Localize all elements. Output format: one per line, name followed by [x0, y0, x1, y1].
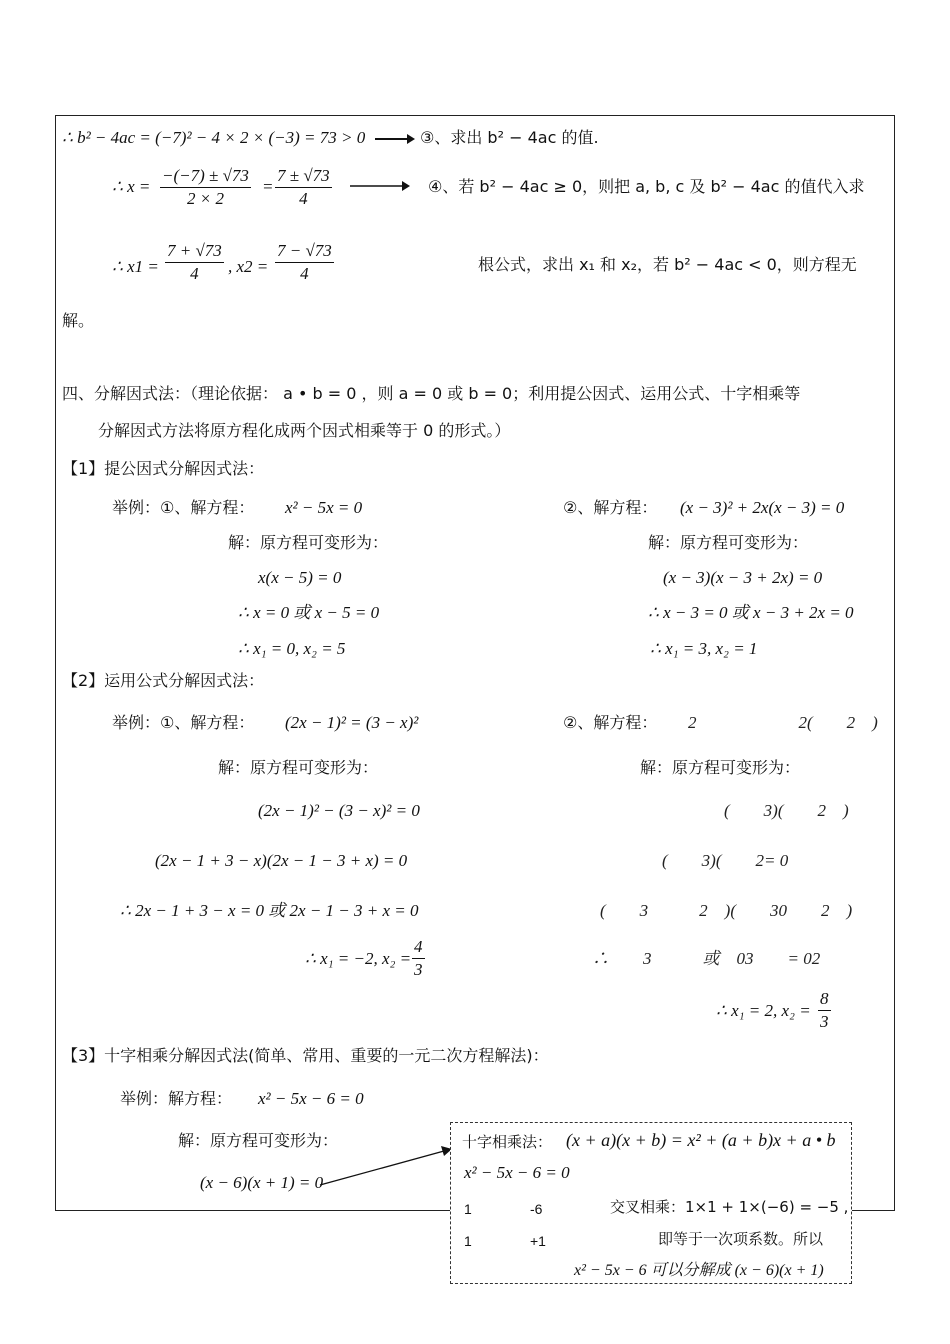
method1-ex2-label: ②、解方程：: [563, 498, 658, 517]
method1-heading: 【1】提公因式分解因式法：: [62, 459, 265, 478]
method2-ex2-step3: ( 3)( 2= 0: [662, 851, 789, 870]
root2-fraction: $\frac{7 - √73}{4}$: [277, 241, 332, 283]
method1-ex1-equation: x² − 5x = 0: [285, 498, 363, 517]
section-four-title: 四、分解因式法：（理论依据： a • b = 0 ，则 a = 0 或 b = 0；利用提公因式、运用公式、十字相乘等: [62, 384, 801, 403]
method1-ex2-step2: (x − 3)(x − 3 + 2x) = 0: [663, 568, 823, 587]
method2-ex2-step6-fraction: $\frac{8}{3}$: [820, 989, 829, 1031]
equals-sign: =: [262, 177, 274, 196]
root-formula-fraction: $\frac{-(-7) \pm √73}{2 \times 2}$: [162, 166, 249, 208]
cross-box-r2c1: 1: [464, 1233, 472, 1249]
method2-ex2-equation: 2 2( 2 ): [688, 713, 878, 732]
root2-label: , x2 =: [228, 257, 269, 276]
method1-ex1-step4: ∴ x₁ = 0, x₂ = 5: [238, 639, 346, 658]
root-formula-fraction-2: $\frac{7 \pm √73}{4}$: [277, 166, 330, 208]
method3-ex-label: 举例：解方程：: [120, 1089, 233, 1108]
method2-ex2-step1: 解：原方程可变形为：: [640, 758, 801, 777]
step4-note-cont: 根公式，求出 x₁ 和 x₂，若 b² − 4ac < 0，则方程无: [478, 255, 857, 274]
cross-box-r2c2: +1: [530, 1233, 546, 1249]
cross-box-note2: 即等于一次项系数。所以: [658, 1230, 824, 1248]
cross-box-formula: (x + a)(x + b) = x² + (a + b)x + a • b: [566, 1130, 836, 1150]
method3-ex-step2: (x − 6)(x + 1) = 0: [200, 1173, 324, 1192]
method1-ex1-step3: ∴ x = 0 或 x − 5 = 0: [238, 603, 380, 622]
discriminant-calc: ∴ b² − 4ac = (−7)² − 4 × 2 × (−3) = 73 > 0: [62, 128, 366, 147]
method2-ex2-step2: ( 3)( 2 ): [724, 801, 849, 820]
method2-ex2-step6: ∴ x₁ = 2, x₂ =: [716, 1001, 811, 1020]
method1-ex2-step4: ∴ x₁ = 3, x₂ = 1: [650, 639, 758, 658]
method2-ex2-label: ②、解方程：: [563, 713, 658, 732]
step3-note: ③、求出 b² − 4ac 的值.: [420, 128, 599, 147]
method2-ex1-step5-fraction: $\frac{4}{3}$: [414, 937, 423, 979]
method1-ex2-step1: 解：原方程可变形为：: [648, 533, 809, 552]
method2-ex1-label: 举例：①、解方程：: [112, 713, 255, 732]
method2-ex1-step4: ∴ 2x − 1 + 3 − x = 0 或 2x − 1 − 3 + x = 0: [120, 901, 419, 920]
cross-box-title-label: 十字相乘法：: [462, 1134, 553, 1151]
method2-ex1-equation: (2x − 1)² = (3 − x)²: [285, 713, 419, 732]
arrow-icon: [318, 1143, 458, 1188]
method2-heading: 【2】运用公式分解因式法：: [62, 671, 265, 690]
section-four-title-cont: 分解因式方法将原方程化成两个因式相乘等于 0 的形式。）: [98, 421, 511, 440]
cross-box-r1c2: -6: [530, 1201, 543, 1217]
arrow-icon: [375, 133, 415, 145]
method1-ex1-step1: 解：原方程可变形为：: [228, 533, 389, 552]
method2-ex2-step4: ( 3 2 )( 30 2 ): [600, 901, 853, 920]
method3-ex-step1: 解：原方程可变形为：: [178, 1131, 339, 1150]
method2-ex1-step1: 解：原方程可变形为：: [218, 758, 379, 777]
method2-ex1-step2: (2x − 1)² − (3 − x)² = 0: [258, 801, 420, 820]
cross-box-note1: 交叉相乘：1×1 + 1×(−6) = −5 ,: [610, 1198, 849, 1216]
cross-box-r1c1: 1: [464, 1201, 472, 1217]
method2-ex1-step5: ∴ x₁ = −2, x₂ =: [305, 949, 412, 968]
method2-ex1-step3: (2x − 1 + 3 − x)(2x − 1 − 3 + x) = 0: [155, 851, 408, 870]
root1-fraction: $\frac{7 + √73}{4}$: [167, 241, 222, 283]
root-formula-label: ∴ x =: [112, 177, 151, 196]
step4-note-end: 解。: [62, 311, 95, 330]
method1-ex1-step2: x(x − 5) = 0: [258, 568, 342, 587]
step4-note: ④、若 b² − 4ac ≥ 0，则把 a, b, c 及 b² − 4ac 的值代入求: [428, 177, 865, 196]
method2-ex2-step5: ∴ 3 或 03 = 02: [592, 949, 821, 968]
roots-label: ∴ x1 =: [112, 257, 159, 276]
arrow-icon: [350, 180, 410, 192]
method3-ex-equation: x² − 5x − 6 = 0: [258, 1089, 364, 1108]
method1-ex2-step3: ∴ x − 3 = 0 或 x − 3 + 2x = 0: [648, 603, 854, 622]
cross-box-equation: x² − 5x − 6 = 0: [464, 1163, 570, 1182]
method1-ex1-label: 举例：①、解方程：: [112, 498, 255, 517]
method3-heading: 【3】十字相乘分解因式法(简单、常用、重要的一元二次方程解法)：: [62, 1046, 549, 1065]
cross-box-note3: x² − 5x − 6 可以分解成 (x − 6)(x + 1): [574, 1262, 824, 1279]
method1-ex2-equation: (x − 3)² + 2x(x − 3) = 0: [680, 498, 845, 517]
